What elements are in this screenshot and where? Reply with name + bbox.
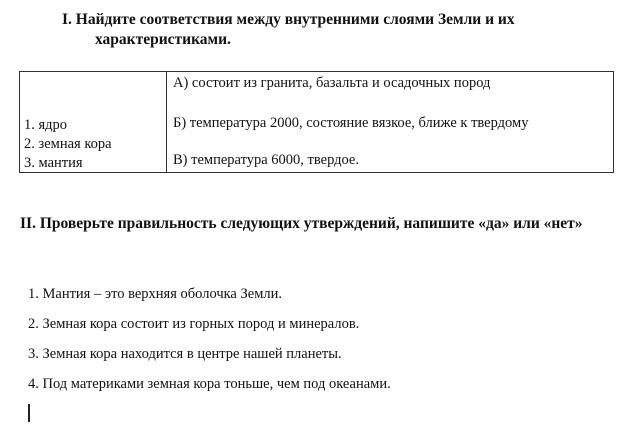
characteristics-column bbox=[167, 72, 614, 173]
statement-2: 2. Земная кора состоит из горных пород и минералов. bbox=[28, 316, 360, 332]
layer-item-mantle: 3. мантия bbox=[24, 155, 83, 171]
layer-item-core: 1. ядро bbox=[24, 117, 68, 133]
matching-table bbox=[19, 71, 614, 173]
layers-column bbox=[20, 72, 167, 173]
layer-item-crust: 2. земная кора bbox=[24, 136, 112, 152]
statements-list bbox=[28, 284, 391, 404]
characteristic-b: Б) температура 2000, состояние вязкое, ближе к твердому bbox=[173, 115, 529, 131]
characteristic-c: В) температура 6000, твердое. bbox=[173, 152, 359, 168]
statement-3: 3. Земная кора находится в центре нашей планеты. bbox=[28, 346, 342, 362]
statement-1: 1. Мантия – это верхняя оболочка Земли. bbox=[28, 286, 282, 302]
task1-heading-line2: характеристиками. bbox=[95, 31, 231, 48]
task1-heading-line1: I. Найдите соответствия между внутренними слоями Земли и их bbox=[62, 11, 515, 28]
characteristic-a: А) состоит из гранита, базальта и осадочных пород bbox=[173, 75, 491, 91]
task1-heading bbox=[62, 10, 614, 50]
text-cursor bbox=[28, 404, 30, 422]
task2-heading: II. Проверьте правильность следующих утверждений, напишите «да» или «нет» bbox=[20, 215, 583, 232]
statement-4: 4. Под материками земная кора тоньше, чем под океанами. bbox=[28, 376, 391, 392]
